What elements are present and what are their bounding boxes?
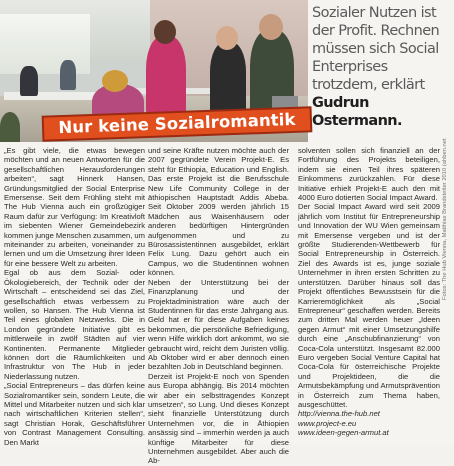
- photo-person: [210, 42, 246, 116]
- article-column-1: [4, 146, 145, 447]
- link-ideen-gegen-armut[interactable]: www.ideen-gegen-armut.at: [298, 428, 389, 438]
- photo-person: [146, 36, 186, 118]
- photo-plant: [0, 112, 20, 142]
- paragraph: „Es gibt viele, die etwas bewegen möchten und an neuen Antworten für die gesellschaftlichen Herausforderungen arbeiten“, sagt Hinnerk Hansen, Gründungsmitglied der Social Enterprise Emersense. Seit dem Frühling steht mit The Hub Vienna auch ein großzügiger Raum dafür zur Verfügung: Im Kreativloft im siebenten Wiener Gemeindebezirk kommen junge Menschen zusammen, um miteinander zu arbeiten, voneinander zu lernen und um die Umsetzung ihrer Ideen für eine bessere Welt zu arbeiten.: [4, 146, 145, 268]
- intro-text: [312, 4, 452, 130]
- photo-person-head: [154, 20, 176, 44]
- paragraph: und seine Kräfte nutzen möchte auch der 2007 gegründete Verein Projekt-E. Es steht für Ethiopia, Education und English. Das erste Projekt ist die Berufsschule New Life Community College in der äthiopischen Hauptstadt Addis Abeba. Seit Oktober 2009 werden jährlich 15 Mädchen aus Waisenhäusern oder anderen bedürftigen Hintergründen aufgenommen und zu Bürosassistentinnen ausgebildet, erklärt Felix Lung. Dazu gehört auch ein Campus, wo die Studentinnen wohnen können.: [148, 146, 289, 278]
- intro-body: Sozialer Nutzen ist der Profit. Rechnen müssen sich Social Enterprises trotzdem, erklärt: [312, 5, 440, 93]
- paragraph: „Social Entrepreneurs – das dürfen keine Sozialromantiker sein, sondern Leute, die Mittel und Mitarbeiter nutzen und sich klar nach wirtschaftlichen Kriterien stellen“, sagt Christian Horak, Geschäftsführer von Contrast Management Consulting. Den Markt: [4, 381, 145, 447]
- photo-window: [0, 14, 90, 74]
- article-column-2: [148, 146, 289, 466]
- intro-author: Gudrun Ostermann.: [312, 95, 402, 129]
- paragraph: Der Social Impact Award wird seit 2009 jährlich vom Institut für Entrepreneurship und Innovation der WU Wien gemeinsam mit Emersense vergeben und ist der größte Studierenden-Wettbewerb für Social Entrepreneurship in Österreich. Ziel des Awards ist es, junge soziale Unternehmer in ihren ersten Schritten zu unterstützen. Darüber hinaus soll das Projekt öffentliches Bewusstsein für die Karrieremöglichkeit als „Social Entrepreneur“ geschaffen werden. Bereits zum dritten Mal werden heuer „Ideen gegen Armut“ mit einer Umsetzungshilfe durch eine „Anschubfinanzierung“ von Coca-Cola unterstützt. Insgesamt 82.000 Euro vergeben Social Venture Capital hat Coca-Cola für österreichische Projekte und Projektideen, die die Armutsbekämpfung und Armutsprävention in Österreich zum Thema haben, ausgeschüttet.: [298, 202, 440, 409]
- link-hub[interactable]: http://vienna.the-hub.net: [298, 409, 380, 419]
- photo-person-head: [102, 70, 128, 92]
- photo-person-head: [259, 14, 283, 40]
- photo-person: [60, 60, 76, 90]
- paragraph: Derzeit ist Projekt-E noch von Spenden aus Europa abhängig. Bis 2014 möchten wir aber ein selbsttragendes Konzept umsetzen“, so Lung. Und dieses Konzept sieht finanzielle Unterstützung durch Unternehmen vor, die in Äthiopien ansässig sind – immerhin werden ja auch künftige Mitarbeiter für diese Unternehmen ausgebildet. Aber auch die Ab-: [148, 371, 289, 466]
- photo-person: [20, 66, 38, 96]
- paragraph: Egal ob aus dem Sozial- oder Ökologiebereich, der Technik oder der Wirtschaft – entscheidend sei das Ziel, gesellschaftlich etwas verbessern zu wollen, so Hansen. The Hub Vienna ist Teil eines globalen Netzwerks. Die in London gegründete Initiative gibt es mittlerweile in zwölf Städten auf vier Kontinenten. Permanente Mitglieder können dort die Räumlichkeiten und Infrastruktur von The Hub in jeder Niederlassung nutzen.: [4, 268, 145, 381]
- paragraph: solventen sollen sich finanziell an der Fortführung des Projekts beteiligen, indem sie einen Teil ihres späteren Einkommens zurückzahlen. Für diese Initiative erhielt Projekt-E auch den mit 4000 Euro dotierten Social Impact Award.: [298, 146, 440, 203]
- link-project-e[interactable]: www.project-e.eu: [298, 418, 357, 428]
- photo-person-head: [216, 26, 238, 50]
- headline: Nur keine Sozialromantik: [44, 108, 311, 139]
- article-column-3: [298, 146, 440, 441]
- paragraph: Neben der Unterstützung bei der Finanzplanung und der Projektadministration wäre auch der Studentinnen für das erste Jahrgang aus. Geld hat er für diese Aufgaben keines bekommen, die persönliche Befriedigung, wenn Hilfe wirklich dort ankommt, wo sie gebraucht wird, reicht dem Juristen völlig. Ab Oktober wird er aber dennoch einen bezahlten Job in Deutschland beginnen.: [148, 277, 289, 372]
- photo-credit: Fotos: The Hub Vienna, Matthias Brandstetter 2010 (ahben.net: [442, 138, 448, 300]
